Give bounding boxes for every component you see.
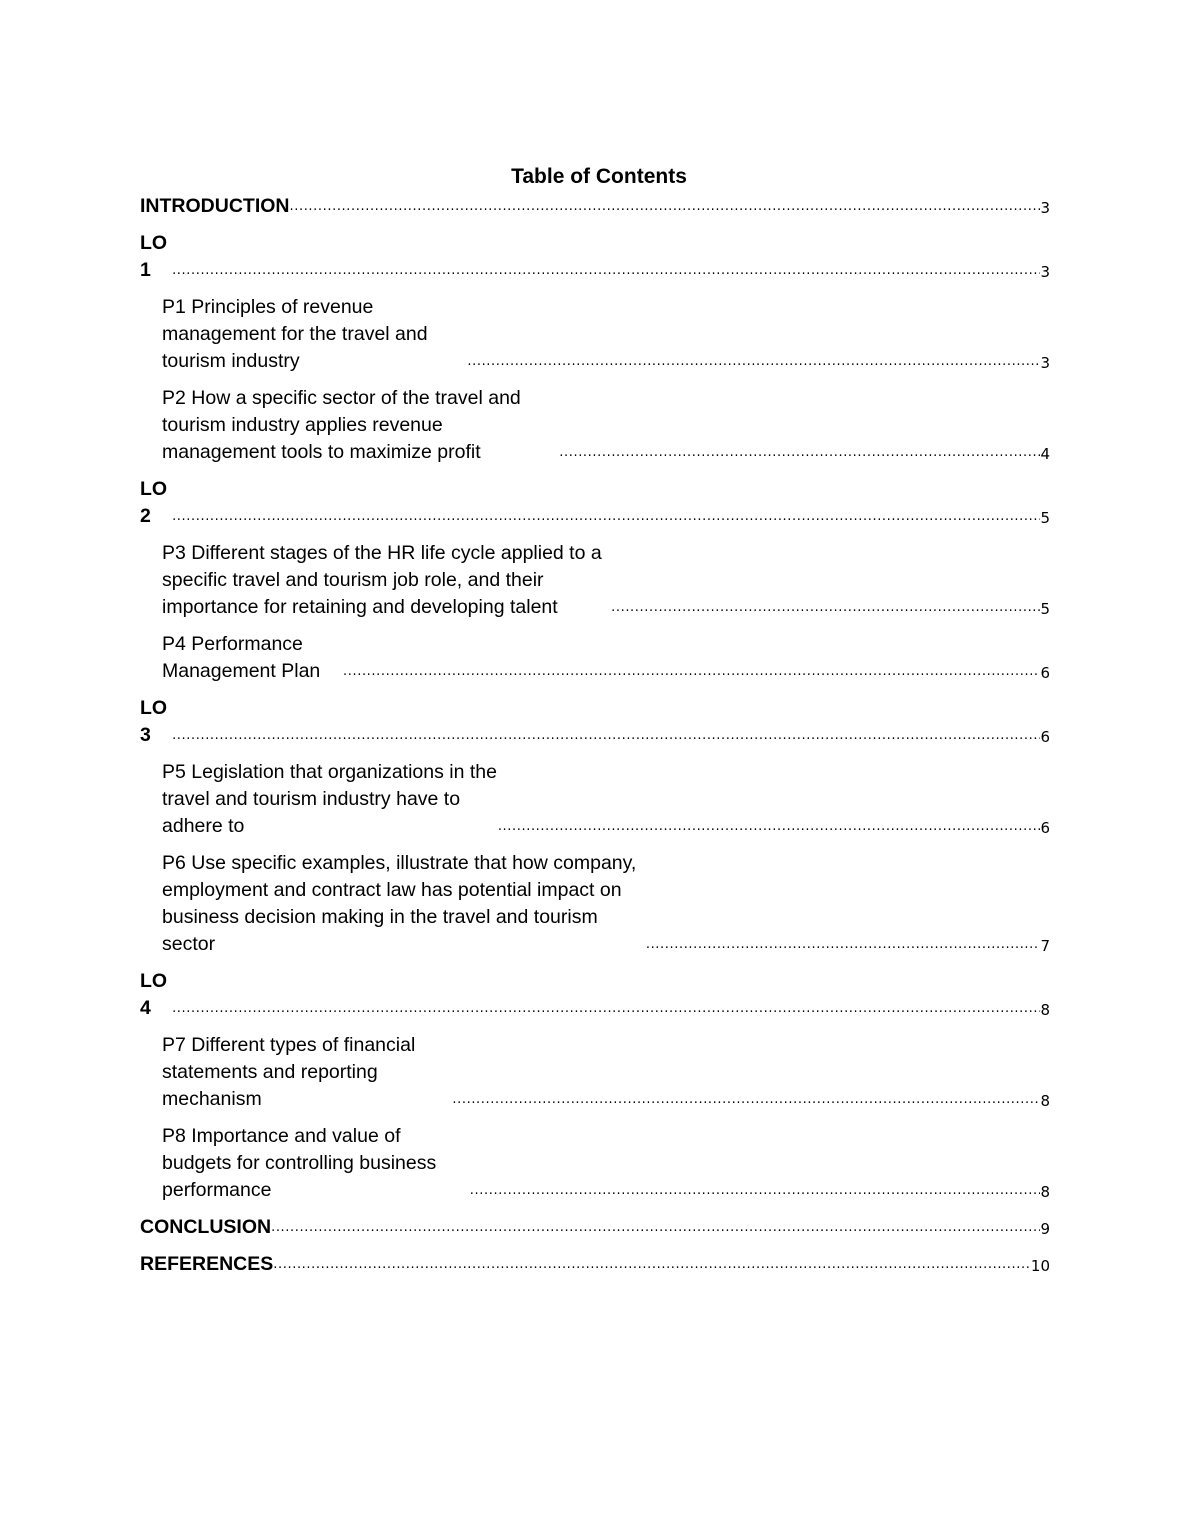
dot-leader [273, 1255, 1031, 1275]
toc-entry-p7[interactable] [140, 1032, 1050, 1113]
toc-entry-p8[interactable] [140, 1123, 1050, 1204]
toc-entry-label: LO 3 [140, 697, 168, 746]
toc-entry-page: 5 [1040, 509, 1050, 527]
toc-entry-lo2[interactable] [140, 476, 1050, 530]
dot-leader [452, 1090, 1040, 1110]
dot-leader [290, 197, 1041, 217]
toc-entry-label: CONCLUSION [140, 1216, 272, 1238]
toc-entry-page: 6 [1040, 728, 1050, 746]
dot-leader [172, 999, 1040, 1019]
toc-entry-label: P1 Principles of revenue management for the travel and tourism industry [162, 296, 428, 372]
toc-entry-p2[interactable] [140, 385, 1050, 466]
toc-entry-page: 9 [1040, 1220, 1050, 1238]
toc-entry-label: INTRODUCTION [140, 195, 290, 217]
toc-entry-page: 7 [1040, 937, 1050, 955]
toc-entry-introduction[interactable] [140, 193, 1050, 220]
toc-entry-page: 6 [1040, 664, 1050, 682]
toc-entry-page: 8 [1040, 1092, 1050, 1110]
toc-entry-lo1[interactable] [140, 230, 1050, 284]
dot-leader [172, 726, 1040, 746]
toc-entry-page: 6 [1040, 819, 1050, 837]
toc-entry-page: 4 [1040, 445, 1050, 463]
toc-entry-label: REFERENCES [140, 1253, 274, 1275]
dot-leader [498, 817, 1041, 837]
toc-entry-page: 3 [1040, 354, 1050, 372]
dot-leader [467, 352, 1040, 372]
toc-entry-page: 8 [1040, 1001, 1050, 1019]
dot-leader [343, 662, 1040, 682]
toc-entry-p6[interactable] [140, 850, 1050, 958]
toc-entry-label: LO 2 [140, 478, 168, 527]
dot-leader [172, 261, 1040, 281]
dot-leader [611, 598, 1040, 618]
dot-leader [271, 1218, 1040, 1238]
toc-entry-label: P4 Performance Management Plan [162, 633, 321, 682]
toc-entry-label: P3 Different stages of the HR life cycle applied to a specific travel and tourism job role, and their importance for retaining and developing talent [162, 542, 602, 618]
toc-entry-conclusion[interactable] [140, 1214, 1050, 1241]
toc-list [140, 193, 1050, 1278]
toc-entry-page: 3 [1040, 199, 1050, 217]
toc-entry-label: P8 Importance and value of budgets for controlling business performance [162, 1125, 437, 1201]
toc-entry-page: 8 [1040, 1183, 1050, 1201]
document-page [140, 163, 1050, 1278]
dot-leader [470, 1181, 1041, 1201]
dot-leader [559, 443, 1040, 463]
dot-leader [172, 507, 1040, 527]
toc-entry-label: LO 1 [140, 232, 168, 281]
toc-entry-label: P6 Use specific examples, illustrate that how company, employment and contract law has potential impact on business decision making in the travel and tourism sector [162, 852, 637, 955]
toc-entry-p3[interactable] [140, 540, 1050, 621]
toc-entry-lo4[interactable] [140, 968, 1050, 1022]
toc-entry-label: LO 4 [140, 970, 168, 1019]
toc-entry-label: P7 Different types of financial statements and reporting mechanism [162, 1034, 416, 1110]
toc-entry-lo3[interactable] [140, 695, 1050, 749]
dot-leader [646, 935, 1041, 955]
toc-title: Table of Contents [511, 165, 687, 188]
toc-entry-p1[interactable] [140, 294, 1050, 375]
toc-entry-p5[interactable] [140, 759, 1050, 840]
toc-entry-label: P2 How a specific sector of the travel and tourism industry applies revenue management tools to maximize profit [162, 387, 521, 463]
toc-entry-references[interactable] [140, 1251, 1050, 1278]
toc-entry-page: 10 [1030, 1257, 1050, 1275]
toc-entry-page: 5 [1040, 600, 1050, 618]
toc-entry-p4[interactable] [140, 631, 1050, 685]
toc-entry-label: P5 Legislation that organizations in the travel and tourism industry have to adhere to [162, 761, 497, 837]
toc-entry-page: 3 [1040, 263, 1050, 281]
